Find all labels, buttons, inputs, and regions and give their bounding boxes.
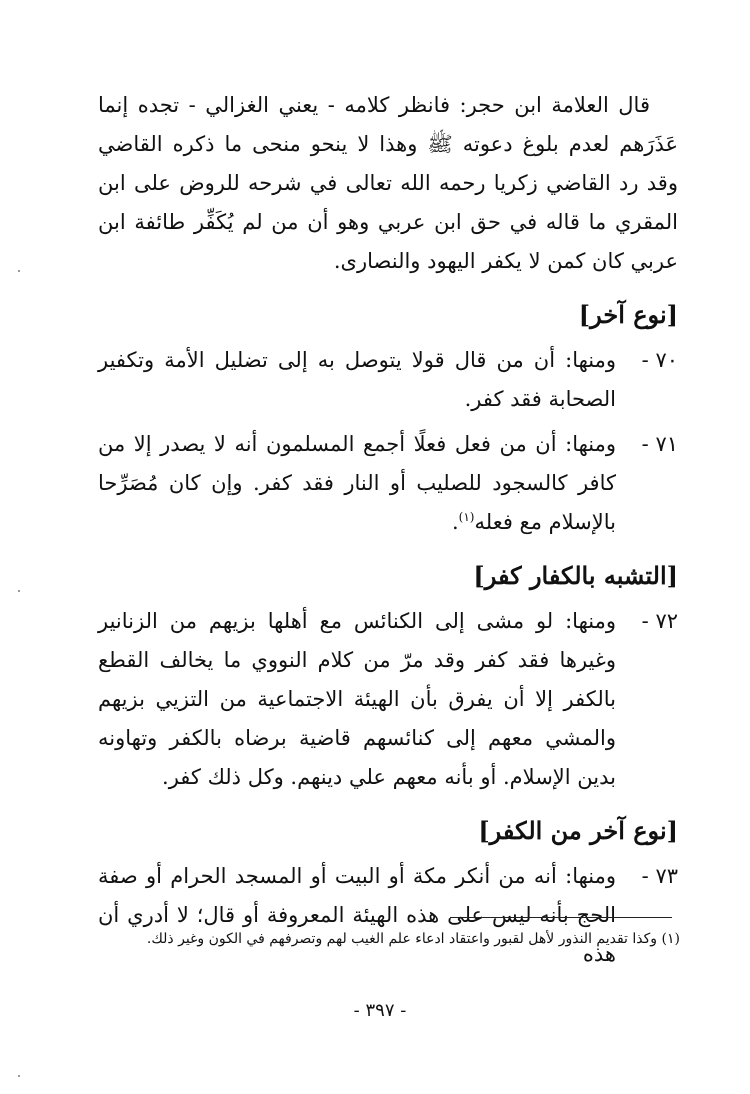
footnote-reference[interactable]: (١) <box>458 510 475 524</box>
scan-edge-mark <box>18 1075 20 1077</box>
item-text: ومنها: أن من قال قولا يتوصل به إلى تضليل الأمة وتكفير الصحابة فقد كفر. <box>98 348 616 411</box>
item-number: ٧٢ - <box>641 609 678 633</box>
item-71 <box>98 425 678 542</box>
scan-edge-mark <box>18 270 20 272</box>
section-heading-imitating-disbelievers: [التشبه بالكفار كفر] <box>473 561 678 590</box>
scan-edge-mark <box>18 590 20 592</box>
item-number: ٧٠ - <box>641 348 678 372</box>
item-text: ومنها: لو مشى إلى الكنائس مع أهلها بزيهم من الزنانير وغيرها فقد كفر وقد مرّ من كلام النووي ما يخالف القطع بالكفر إلا أن يفرق بأن الهيئة الاجتماعية من التزيي بزيهم والمشي معهم إلى كنائسهم قاضية برضاه بالكفر وتهاونه بدين الإسلام. أو بأنه معهم علي دينهم. وكل ذلك كفر. <box>98 609 616 789</box>
item-text-end: . <box>451 510 459 534</box>
item-70 <box>98 341 678 419</box>
section-heading-another-type-of-disbelief: [نوع آخر من الكفر] <box>478 816 678 845</box>
footnote <box>104 928 680 950</box>
section-heading-other-type: [نوع آخر] <box>578 300 678 329</box>
footnote-marker: (١) <box>661 931 680 947</box>
item-text: ومنها: أن من فعل فعلًا أجمع المسلمون أنه لا يصدر إلا من كافر كالسجود للصليب أو النار فقد كفر. وإن كان مُصَرِّحا بالإسلام مع فعله <box>98 432 616 534</box>
page-number: - ٣٩٧ - <box>353 1000 407 1021</box>
footnote-divider <box>450 917 672 918</box>
item-73 <box>98 857 678 974</box>
footnote-text: وكذا تقديم النذور لأهل لقبور واعتقاد ادعاء علم الغيب لهم وتصرفهم في الكون وغير ذلك. <box>146 931 658 947</box>
item-72 <box>98 602 678 797</box>
intro-paragraph: قال العلامة ابن حجر: فانظر كلامه - يعني الغزالي - تجده إنما عَذَرَهم لعدم بلوغ دعوته ﷺ وهذا لا ينحو منحى ما ذكره القاضي وقد رد القاضي زكريا رحمه الله تعالى في شرحه للروض على ابن المقري ما قاله في حق ابن عربي وهو أن من لم يُكَفِّر طائفة ابن عربي كان كمن لا يكفر اليهود والنصارى. <box>98 93 678 273</box>
item-number: ٧١ - <box>641 432 678 456</box>
page-body <box>98 86 678 978</box>
item-number: ٧٣ - <box>641 864 678 888</box>
item-text: ومنها: أنه من أنكر مكة أو البيت أو المسجد الحرام أو صفة الحج بأنه ليس على هذه الهيئة المعروفة أو قال؛ لا أدري أن هذه <box>98 864 616 966</box>
